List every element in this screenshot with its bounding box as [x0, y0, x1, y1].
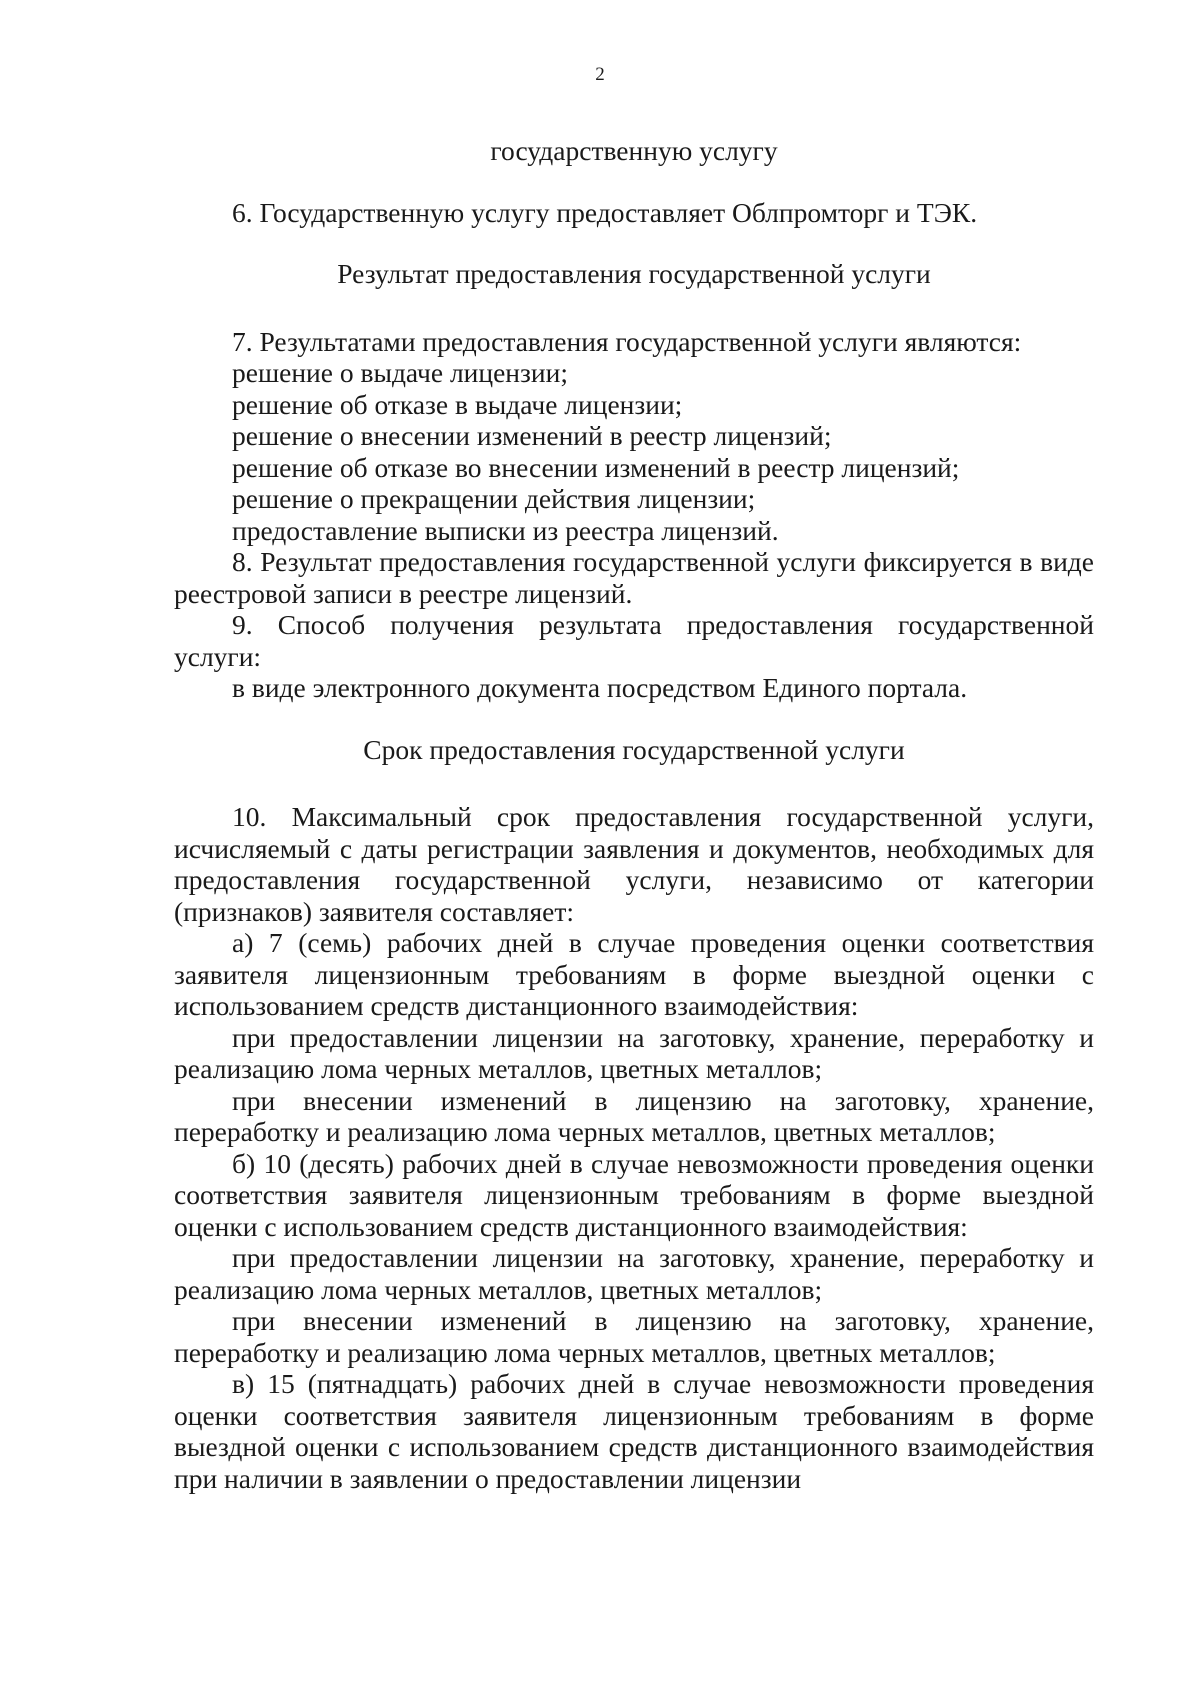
paragraph-item-10-c: в) 15 (пятнадцать) рабочих дней в случае невозможности проведения оценки соответствия заявителя лицензионным требованиям в форме выездной оценки с использованием средств дистанционного взаимодействия при наличии в заявлении о предоставлении лицензии [174, 1368, 1094, 1494]
paragraph-item-9: 9. Способ получения результата предоставления государственной услуги: [174, 609, 1094, 672]
paragraph-item-7: 7. Результатами предоставления государственной услуги являются: [232, 325, 1022, 357]
paragraph-item-10-a-2: при внесении изменений в лицензию на заготовку, хранение, переработку и реализацию лома черных металлов, цветных металлов; [174, 1084, 1094, 1147]
paragraph-item-10-a-1: при предоставлении лицензии на заготовку, хранение, переработку и реализацию лома черных металлов, цветных металлов; [174, 1021, 1094, 1084]
page-number: 2 [595, 64, 605, 85]
list-item: решение о внесении изменений в реестр лицензий; [232, 420, 832, 451]
document-body [174, 135, 1094, 1494]
paragraph-item-10-b-1: при предоставлении лицензии на заготовку, хранение, переработку и реализацию лома черных металлов, цветных металлов; [174, 1242, 1094, 1305]
paragraph-item-8: 8. Результат предоставления государственной услуги фиксируется в виде реестровой записи в реестре лицензий. [174, 546, 1094, 609]
list-item: решение о прекращении действия лицензии; [232, 483, 756, 514]
list-item: решение об отказе в выдаче лицензии; [232, 388, 683, 420]
list-item: решение об отказе во внесении изменений в реестр лицензий; [232, 451, 960, 483]
paragraph-item-10: 10. Максимальный срок предоставления государственной услуги, исчисляемый с даты регистрации заявления и документов, необходимых для предоставления государственной услуги, независимо от категории (признаков) заявителя составляет: [174, 801, 1094, 927]
paragraph-item-10-b: б) 10 (десять) рабочих дней в случае невозможности проведения оценки соответствия заявителя лицензионным требованиям в форме выездной оценки с использованием средств дистанционного взаимодействия: [174, 1147, 1094, 1242]
section-heading-result: Результат предоставления государственной услуги [337, 258, 931, 289]
paragraph-item-10-b-2: при внесении изменений в лицензию на заготовку, хранение, переработку и реализацию лома черных металлов, цветных металлов; [174, 1305, 1094, 1368]
section-heading-term: Срок предоставления государственной услуги [363, 733, 905, 765]
list-item: решение о выдаче лицензии; [232, 357, 568, 388]
section-heading-tail: государственную услугу [490, 135, 778, 166]
list-item: предоставление выписки из реестра лицензий. [232, 514, 779, 546]
paragraph-item-10-a: а) 7 (семь) рабочих дней в случае проведения оценки соответствия заявителя лицензионным требованиям в форме выездной оценки с использованием средств дистанционного взаимодействия: [174, 927, 1094, 1021]
paragraph-item-9-way: в виде электронного документа посредством Единого портала. [232, 672, 968, 703]
paragraph-item-6: 6. Государственную услугу предоставляет Облпромторг и ТЭК. [232, 196, 978, 228]
